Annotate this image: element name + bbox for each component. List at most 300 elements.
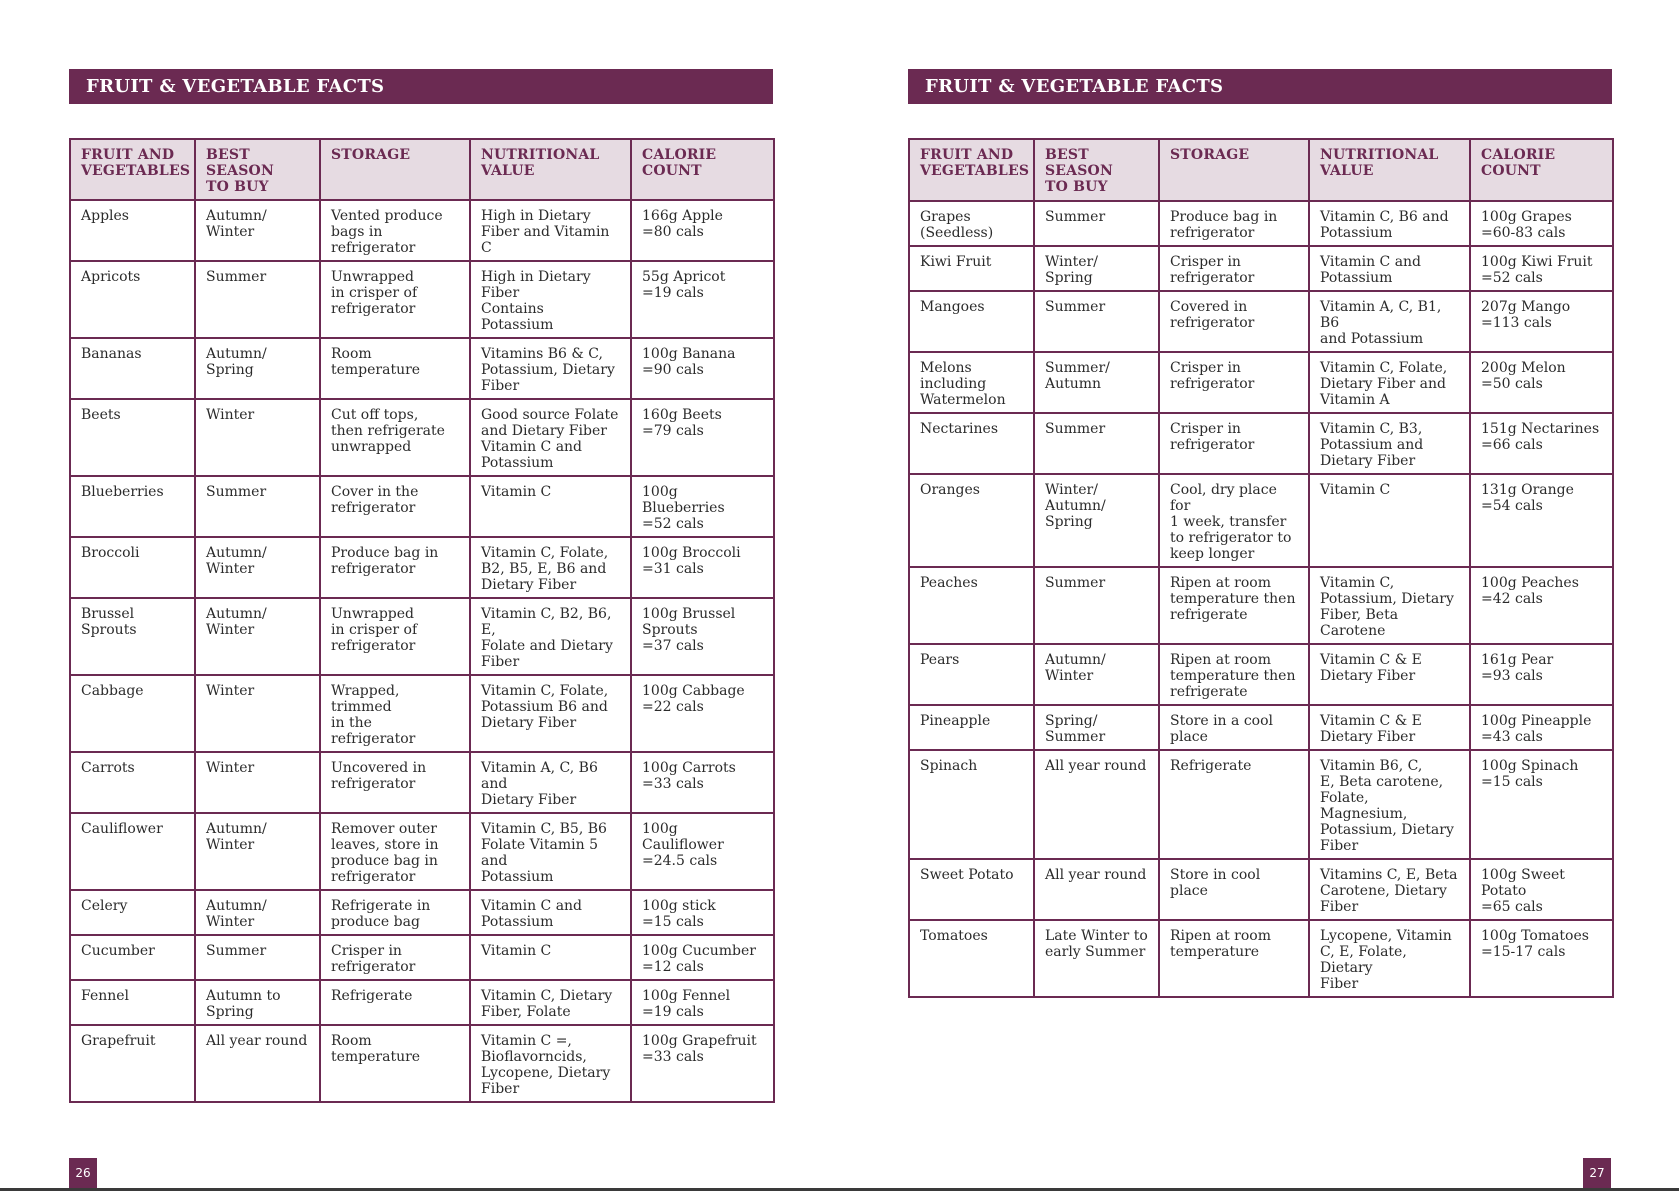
cell-fruit-and-vegetables — [70, 261, 195, 338]
table-row — [70, 1025, 774, 1102]
cell-fruit-and-vegetables — [909, 474, 1034, 567]
cell-text: Cover in the refrigerator — [331, 484, 419, 516]
table-row — [70, 476, 774, 537]
cell-calorie-count — [631, 980, 774, 1025]
cell-fruit-and-vegetables — [909, 859, 1034, 920]
cell-text: Vitamins B6 & C, Potassium, Dietary Fiber — [481, 346, 615, 394]
cell-storage — [320, 399, 470, 476]
cell-best-season — [1034, 413, 1159, 474]
page-title: FRUIT & VEGETABLE FACTS — [86, 76, 385, 97]
cell-text: Winter — [206, 407, 255, 423]
cell-text: Summer — [1045, 209, 1106, 225]
cell-calorie-count — [631, 338, 774, 399]
cell-text: Autumn/ Winter — [206, 821, 267, 853]
cell-calorie-count — [631, 935, 774, 980]
cell-text: Vitamin C, B2, B6, E, Folate and Dietary Fiber — [481, 606, 613, 670]
cell-calorie-count — [631, 813, 774, 890]
cell-best-season — [195, 598, 320, 675]
cell-text: Apples — [81, 208, 129, 224]
cell-text: Unwrapped in crisper of refrigerator — [331, 269, 418, 317]
cell-calorie-count — [1470, 201, 1613, 246]
cell-best-season — [1034, 246, 1159, 291]
table-header-row — [70, 139, 774, 200]
cell-storage — [1159, 567, 1309, 644]
cell-text: 161g Pear =93 cals — [1481, 652, 1554, 684]
cell-text: 100g Tomatoes =15-17 cals — [1481, 928, 1589, 960]
cell-text: Cauliflower — [81, 821, 163, 837]
cell-text: Vitamin A, C, B6 and Dietary Fiber — [481, 760, 598, 808]
cell-text: Store in cool place — [1170, 867, 1261, 899]
cell-storage — [320, 200, 470, 261]
table-row — [70, 598, 774, 675]
cell-nutritional-value — [1309, 859, 1470, 920]
cell-fruit-and-vegetables — [70, 935, 195, 980]
cell-text: Late Winter to early Summer — [1045, 928, 1148, 960]
cell-text: Spring/ Summer — [1045, 713, 1106, 745]
cell-text: 100g Broccoli =31 cals — [642, 545, 741, 577]
cell-text: Summer — [206, 943, 267, 959]
table-row — [70, 935, 774, 980]
cell-calorie-count — [1470, 644, 1613, 705]
cell-text: Autumn/ Winter — [206, 208, 267, 240]
cell-calorie-count — [1470, 352, 1613, 413]
cell-storage — [1159, 705, 1309, 750]
cell-best-season — [1034, 474, 1159, 567]
cell-text: Blueberries — [81, 484, 164, 500]
cell-text: Autumn/ Spring — [206, 346, 267, 378]
cell-text: Autumn/ Winter — [206, 606, 267, 638]
cell-text: Fennel — [81, 988, 130, 1004]
cell-storage — [320, 1025, 470, 1102]
cell-text: Pears — [920, 652, 960, 668]
cell-text: Peaches — [920, 575, 978, 591]
column-header-label: FRUIT AND VEGETABLES — [920, 147, 1030, 179]
cell-text: 151g Nectarines =66 cals — [1481, 421, 1600, 453]
facts-table — [908, 138, 1614, 998]
column-header-label: STORAGE — [1170, 147, 1250, 163]
column-header-storage — [1159, 139, 1309, 201]
cell-text: Store in a cool place — [1170, 713, 1273, 745]
cell-text: Grapefruit — [81, 1033, 156, 1049]
cell-fruit-and-vegetables — [70, 338, 195, 399]
cell-best-season — [1034, 644, 1159, 705]
cell-text: Remover outer leaves, store in produce bag in refrigerator — [331, 821, 439, 885]
cell-storage — [320, 338, 470, 399]
cell-best-season — [1034, 859, 1159, 920]
cell-text: Summer — [206, 269, 267, 285]
page-number: 26 — [75, 1166, 91, 1180]
cell-text: Summer/ Autumn — [1045, 360, 1110, 392]
cell-text: 100g Cabbage =22 cals — [642, 683, 745, 715]
cell-fruit-and-vegetables — [909, 246, 1034, 291]
table-row — [70, 399, 774, 476]
cell-text: Mangoes — [920, 299, 985, 315]
cell-text: Produce bag in refrigerator — [1170, 209, 1278, 241]
cell-text: Vitamin C, Folate, Dietary Fiber and Vitamin A — [1320, 360, 1448, 408]
cell-text: Winter/ Autumn/ Spring — [1045, 482, 1106, 530]
column-header-nutritional-value — [1309, 139, 1470, 201]
cell-text: Autumn/ Winter — [206, 898, 267, 930]
cell-best-season — [195, 752, 320, 813]
column-header-label: CALORIE COUNT — [1481, 147, 1556, 179]
table-row — [909, 413, 1613, 474]
cell-text: Oranges — [920, 482, 980, 498]
table-row — [909, 567, 1613, 644]
cell-calorie-count — [631, 598, 774, 675]
cell-nutritional-value — [470, 935, 631, 980]
facts-table — [69, 138, 775, 1103]
cell-text: Ripen at room temperature — [1170, 928, 1271, 960]
cell-text: 100g Banana =90 cals — [642, 346, 736, 378]
cell-best-season — [1034, 352, 1159, 413]
cell-text: 55g Apricot =19 cals — [642, 269, 726, 301]
cell-text: Brussel Sprouts — [81, 606, 137, 638]
cell-best-season — [1034, 920, 1159, 997]
cell-storage — [1159, 291, 1309, 352]
table-row — [909, 644, 1613, 705]
cell-nutritional-value — [470, 675, 631, 752]
cell-text: 100g Grapes =60-83 cals — [1481, 209, 1572, 241]
cell-text: Crisper in refrigerator — [1170, 254, 1255, 286]
cell-calorie-count — [1470, 474, 1613, 567]
cell-fruit-and-vegetables — [909, 920, 1034, 997]
cell-storage — [320, 675, 470, 752]
cell-text: 100g Carrots =33 cals — [642, 760, 736, 792]
cell-text: Autumn/ Winter — [1045, 652, 1106, 684]
column-header-calorie-count — [631, 139, 774, 200]
cell-nutritional-value — [470, 476, 631, 537]
cell-storage — [320, 476, 470, 537]
cell-text: High in Dietary Fiber Contains Potassium — [481, 269, 591, 333]
column-header-label: BEST SEASON TO BUY — [1045, 147, 1113, 195]
cell-fruit-and-vegetables — [909, 201, 1034, 246]
column-header-label: NUTRITIONAL VALUE — [481, 147, 600, 179]
cell-text: Nectarines — [920, 421, 999, 437]
cell-text: Carrots — [81, 760, 135, 776]
cell-fruit-and-vegetables — [909, 352, 1034, 413]
cell-fruit-and-vegetables — [70, 890, 195, 935]
cell-fruit-and-vegetables — [909, 567, 1034, 644]
cell-text: Broccoli — [81, 545, 140, 561]
cell-nutritional-value — [1309, 920, 1470, 997]
cell-text: Room temperature — [331, 1033, 421, 1065]
cell-text: 100g Blueberries =52 cals — [642, 484, 725, 532]
cell-best-season — [195, 980, 320, 1025]
table-row — [909, 920, 1613, 997]
cell-best-season — [195, 675, 320, 752]
cell-text: Crisper in refrigerator — [331, 943, 416, 975]
cell-text: 200g Melon =50 cals — [1481, 360, 1566, 392]
cell-text: Kiwi Fruit — [920, 254, 992, 270]
cell-best-season — [195, 890, 320, 935]
cell-nutritional-value — [470, 980, 631, 1025]
column-header-calorie-count — [1470, 139, 1613, 201]
column-header-best-season — [1034, 139, 1159, 201]
cell-text: Winter/ Spring — [1045, 254, 1098, 286]
cell-fruit-and-vegetables — [70, 476, 195, 537]
cell-storage — [320, 261, 470, 338]
cell-text: Melons including Watermelon — [920, 360, 1006, 408]
cell-fruit-and-vegetables — [70, 537, 195, 598]
column-header-fruit-and-vegetables — [909, 139, 1034, 201]
cell-storage — [1159, 413, 1309, 474]
cell-text: Bananas — [81, 346, 142, 362]
cell-calorie-count — [1470, 567, 1613, 644]
cell-nutritional-value — [470, 813, 631, 890]
cell-storage — [1159, 352, 1309, 413]
cell-storage — [1159, 920, 1309, 997]
cell-text: High in Dietary Fiber and Vitamin C — [481, 208, 610, 256]
cell-best-season — [1034, 201, 1159, 246]
cell-fruit-and-vegetables — [70, 1025, 195, 1102]
cell-nutritional-value — [470, 338, 631, 399]
cell-nutritional-value — [470, 200, 631, 261]
table-row — [909, 291, 1613, 352]
cell-text: Vitamin C, Folate, Potassium B6 and Dietary Fiber — [481, 683, 609, 731]
cell-text: Lycopene, Vitamin C, E, Folate, Dietary Fiber — [1320, 928, 1452, 992]
cell-text: 100g stick =15 cals — [642, 898, 716, 930]
cell-text: 207g Mango =113 cals — [1481, 299, 1571, 331]
cell-storage — [320, 980, 470, 1025]
cell-fruit-and-vegetables — [70, 980, 195, 1025]
cell-text: Vitamin B6, C, E, Beta carotene, Folate, Magnesium, Potassium, Dietary Fiber — [1320, 758, 1454, 854]
cell-text: Refrigerate — [1170, 758, 1252, 774]
cell-text: Vitamin C, Folate, B2, B5, E, B6 and Dietary Fiber — [481, 545, 609, 593]
column-header-label: BEST SEASON TO BUY — [206, 147, 274, 195]
cell-text: Tomatoes — [920, 928, 988, 944]
cell-storage — [1159, 644, 1309, 705]
cell-nutritional-value — [470, 537, 631, 598]
column-header-nutritional-value — [470, 139, 631, 200]
table-row — [70, 752, 774, 813]
table-row — [909, 246, 1613, 291]
cell-storage — [320, 752, 470, 813]
cell-text: Autumn to Spring — [206, 988, 281, 1020]
cell-text: All year round — [206, 1033, 308, 1049]
cell-nutritional-value — [1309, 352, 1470, 413]
cell-best-season — [1034, 750, 1159, 859]
cell-text: Vented produce bags in refrigerator — [331, 208, 443, 256]
cell-nutritional-value — [1309, 644, 1470, 705]
table-row — [70, 338, 774, 399]
cell-text: Room temperature — [331, 346, 421, 378]
table-row — [70, 980, 774, 1025]
cell-text: 100g Sweet Potato =65 cals — [1481, 867, 1565, 915]
cell-best-season — [195, 1025, 320, 1102]
cell-fruit-and-vegetables — [70, 675, 195, 752]
cell-fruit-and-vegetables — [70, 813, 195, 890]
cell-text: Grapes (Seedless) — [920, 209, 994, 241]
cell-nutritional-value — [1309, 201, 1470, 246]
cell-text: 100g Spinach =15 cals — [1481, 758, 1579, 790]
cell-text: Summer — [1045, 421, 1106, 437]
cell-text: Produce bag in refrigerator — [331, 545, 439, 577]
cell-best-season — [195, 935, 320, 980]
cell-text: 100g Cucumber =12 cals — [642, 943, 756, 975]
cell-text: Vitamin C & E Dietary Fiber — [1320, 713, 1422, 745]
cell-storage — [1159, 474, 1309, 567]
cell-text: Vitamins C, E, Beta Carotene, Dietary Fiber — [1320, 867, 1458, 915]
cell-calorie-count — [1470, 291, 1613, 352]
cell-fruit-and-vegetables — [909, 291, 1034, 352]
cell-best-season — [1034, 291, 1159, 352]
cell-text: Good source Folate and Dietary Fiber Vitamin C and Potassium — [481, 407, 619, 471]
table-row — [909, 750, 1613, 859]
cell-calorie-count — [1470, 246, 1613, 291]
cell-text: Vitamin C — [481, 484, 552, 500]
column-header-label: NUTRITIONAL VALUE — [1320, 147, 1439, 179]
cell-text: Vitamin C — [1320, 482, 1391, 498]
cell-storage — [1159, 859, 1309, 920]
cell-storage — [320, 935, 470, 980]
cell-text: Refrigerate in produce bag — [331, 898, 431, 930]
column-header-label: STORAGE — [331, 147, 411, 163]
cell-text: All year round — [1045, 758, 1147, 774]
cell-text: Apricots — [81, 269, 141, 285]
cell-best-season — [195, 813, 320, 890]
right-page — [840, 0, 1679, 1191]
cell-text: Vitamin C and Potassium — [1320, 254, 1422, 286]
table-row — [909, 705, 1613, 750]
cell-text: Summer — [1045, 299, 1106, 315]
cell-best-season — [1034, 567, 1159, 644]
cell-fruit-and-vegetables — [909, 750, 1034, 859]
cell-calorie-count — [631, 537, 774, 598]
cell-text: Uncovered in refrigerator — [331, 760, 427, 792]
cell-calorie-count — [1470, 920, 1613, 997]
table-row — [70, 813, 774, 890]
cell-text: 100g Brussel Sprouts =37 cals — [642, 606, 736, 654]
cell-calorie-count — [631, 890, 774, 935]
cell-text: 166g Apple =80 cals — [642, 208, 723, 240]
cell-fruit-and-vegetables — [70, 598, 195, 675]
table-row — [70, 537, 774, 598]
cell-storage — [320, 537, 470, 598]
cell-text: Vitamin C, B5, B6 Folate Vitamin 5 and Potassium — [481, 821, 607, 885]
cell-nutritional-value — [470, 1025, 631, 1102]
cell-fruit-and-vegetables — [909, 705, 1034, 750]
table-header-row — [909, 139, 1613, 201]
cell-nutritional-value — [470, 890, 631, 935]
cell-text: Winter — [206, 683, 255, 699]
column-header-fruit-and-vegetables — [70, 139, 195, 200]
cell-fruit-and-vegetables — [70, 399, 195, 476]
table-row — [909, 201, 1613, 246]
cell-calorie-count — [631, 200, 774, 261]
cell-text: 100g Fennel =19 cals — [642, 988, 731, 1020]
cell-nutritional-value — [470, 598, 631, 675]
cell-text: Cabbage — [81, 683, 144, 699]
cell-text: Refrigerate — [331, 988, 413, 1004]
cell-nutritional-value — [1309, 474, 1470, 567]
cell-text: 100g Kiwi Fruit =52 cals — [1481, 254, 1593, 286]
cell-best-season — [195, 338, 320, 399]
cell-nutritional-value — [1309, 413, 1470, 474]
cell-text: Celery — [81, 898, 128, 914]
cell-text: Cool, dry place for 1 week, transfer to refrigerator to keep longer — [1170, 482, 1292, 562]
cell-text: Winter — [206, 760, 255, 776]
cell-text: Ripen at room temperature then refrigerate — [1170, 575, 1296, 623]
cell-text: Autumn/ Winter — [206, 545, 267, 577]
page-number-badge — [69, 1158, 97, 1189]
cell-text: Vitamin C — [481, 943, 552, 959]
cell-text: Vitamin C, Potassium, Dietary Fiber, Beta Carotene — [1320, 575, 1454, 639]
page-number: 27 — [1589, 1166, 1605, 1180]
cell-storage — [1159, 750, 1309, 859]
column-header-label: CALORIE COUNT — [642, 147, 717, 179]
cell-calorie-count — [631, 675, 774, 752]
cell-text: Ripen at room temperature then refrigerate — [1170, 652, 1296, 700]
cell-text: Spinach — [920, 758, 978, 774]
page-title: FRUIT & VEGETABLE FACTS — [925, 76, 1224, 97]
cell-text: Vitamin C & E Dietary Fiber — [1320, 652, 1422, 684]
cell-best-season — [195, 399, 320, 476]
cell-storage — [1159, 246, 1309, 291]
cell-nutritional-value — [470, 752, 631, 813]
cell-nutritional-value — [470, 399, 631, 476]
cell-text: Beets — [81, 407, 121, 423]
cell-text: Vitamin C, B6 and Potassium — [1320, 209, 1449, 241]
cell-text: 160g Beets =79 cals — [642, 407, 722, 439]
table-row — [909, 352, 1613, 413]
cell-best-season — [195, 476, 320, 537]
cell-text: Vitamin C, B3, Potassium and Dietary Fiber — [1320, 421, 1424, 469]
cell-fruit-and-vegetables — [70, 752, 195, 813]
cell-fruit-and-vegetables — [909, 413, 1034, 474]
cell-text: 100g Grapefruit =33 cals — [642, 1033, 757, 1065]
cell-storage — [320, 598, 470, 675]
cell-calorie-count — [1470, 705, 1613, 750]
cell-fruit-and-vegetables — [70, 200, 195, 261]
page-title-banner — [908, 69, 1612, 104]
cell-best-season — [195, 261, 320, 338]
cell-text: 131g Orange =54 cals — [1481, 482, 1574, 514]
cell-best-season — [195, 537, 320, 598]
cell-text: Crisper in refrigerator — [1170, 360, 1255, 392]
cell-text: Wrapped, trimmed in the refrigerator — [331, 683, 416, 747]
cell-text: 100g Cauliflower =24.5 cals — [642, 821, 724, 869]
cell-fruit-and-vegetables — [909, 644, 1034, 705]
column-header-label: FRUIT AND VEGETABLES — [81, 147, 191, 179]
cell-nutritional-value — [470, 261, 631, 338]
table-row — [70, 200, 774, 261]
cell-calorie-count — [631, 399, 774, 476]
table-row — [70, 675, 774, 752]
cell-text: Pineapple — [920, 713, 991, 729]
table-row — [909, 859, 1613, 920]
cell-text: 100g Pineapple =43 cals — [1481, 713, 1592, 745]
cell-text: Summer — [206, 484, 267, 500]
cell-storage — [1159, 201, 1309, 246]
cell-calorie-count — [1470, 750, 1613, 859]
cell-nutritional-value — [1309, 567, 1470, 644]
cell-text: Sweet Potato — [920, 867, 1014, 883]
cell-text: Vitamin A, C, B1, B6 and Potassium — [1320, 299, 1442, 347]
cell-best-season — [1034, 705, 1159, 750]
cell-text: Vitamin C and Potassium — [481, 898, 583, 930]
cell-best-season — [195, 200, 320, 261]
cell-text: Cucumber — [81, 943, 155, 959]
cell-calorie-count — [1470, 859, 1613, 920]
page-number-badge — [1583, 1158, 1611, 1189]
cell-calorie-count — [631, 752, 774, 813]
cell-text: 100g Peaches =42 cals — [1481, 575, 1579, 607]
cell-calorie-count — [1470, 413, 1613, 474]
cell-nutritional-value — [1309, 291, 1470, 352]
cell-text: Covered in refrigerator — [1170, 299, 1255, 331]
cell-text: Unwrapped in crisper of refrigerator — [331, 606, 418, 654]
cell-storage — [320, 813, 470, 890]
